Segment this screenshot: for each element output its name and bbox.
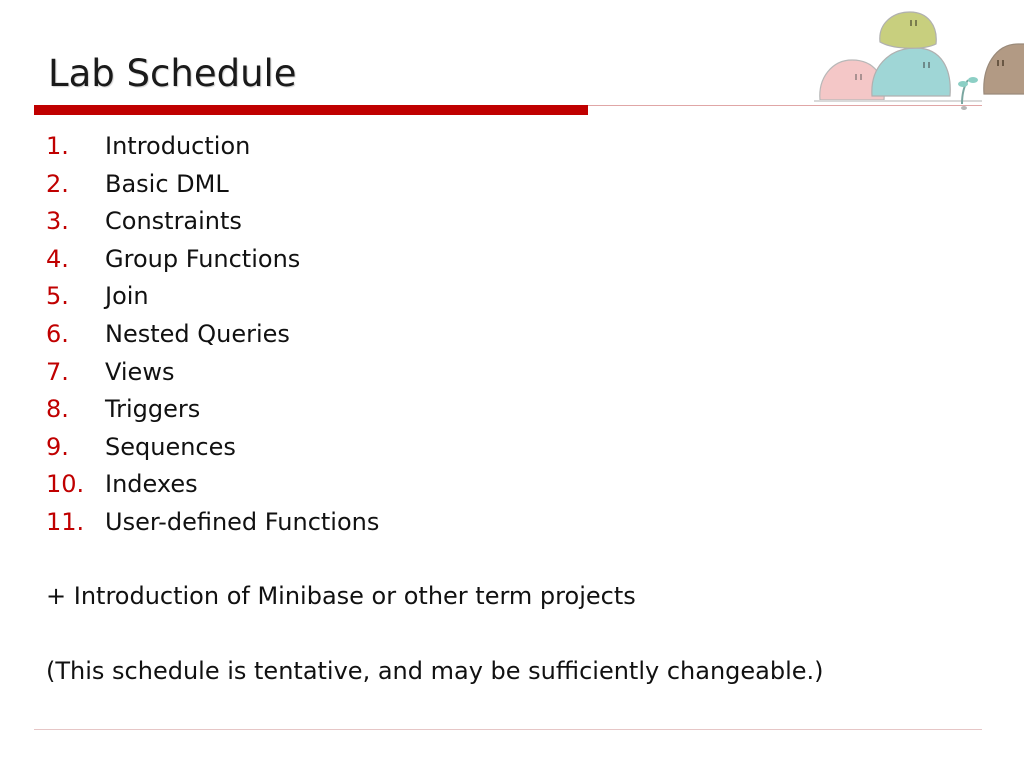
list-label: Triggers	[105, 395, 201, 424]
list-item	[46, 466, 379, 504]
list-label: Sequences	[105, 432, 236, 461]
list-item	[46, 128, 379, 166]
list-item	[46, 354, 379, 392]
schedule-list	[46, 128, 379, 542]
footer-divider	[34, 729, 982, 730]
list-item	[46, 391, 379, 429]
title-underline-accent	[34, 105, 588, 115]
list-item	[46, 429, 379, 467]
list-item	[46, 241, 379, 279]
list-item	[46, 316, 379, 354]
list-number: 8.	[46, 395, 69, 424]
list-item	[46, 166, 379, 204]
list-label: Basic DML	[105, 169, 229, 198]
list-label: Join	[105, 282, 149, 311]
yellow-dango	[880, 12, 936, 48]
list-label: Group Functions	[105, 244, 301, 273]
list-item	[46, 278, 379, 316]
list-number: 5.	[46, 282, 69, 311]
list-item	[46, 504, 379, 542]
list-number: 4.	[46, 244, 69, 273]
brown-dango	[984, 44, 1024, 94]
tentative-schedule-note: (This schedule is tentative, and may be sufficiently changeable.)	[46, 657, 824, 685]
list-label: Views	[105, 357, 175, 386]
list-label: Constraints	[105, 207, 242, 236]
dango-mascots-illustration	[812, 4, 1024, 116]
sprout-icon	[958, 77, 978, 110]
list-number: 2.	[46, 169, 69, 198]
list-number: 1.	[46, 132, 69, 160]
list-number: 11.	[46, 507, 85, 536]
list-item	[46, 203, 379, 241]
list-number: 10.	[46, 470, 85, 499]
extra-projects-note: + Introduction of Minibase or other term projects	[46, 582, 636, 610]
list-number: 6.	[46, 319, 69, 348]
list-label: Introduction	[105, 132, 251, 160]
list-number: 9.	[46, 432, 69, 461]
list-label: User-defined Functions	[105, 507, 380, 536]
list-number: 3.	[46, 207, 69, 236]
list-number: 7.	[46, 357, 69, 386]
blue-dango	[872, 48, 950, 96]
slide-title: Lab Schedule	[48, 52, 297, 95]
list-label: Indexes	[105, 470, 198, 499]
list-label: Nested Queries	[105, 319, 290, 348]
